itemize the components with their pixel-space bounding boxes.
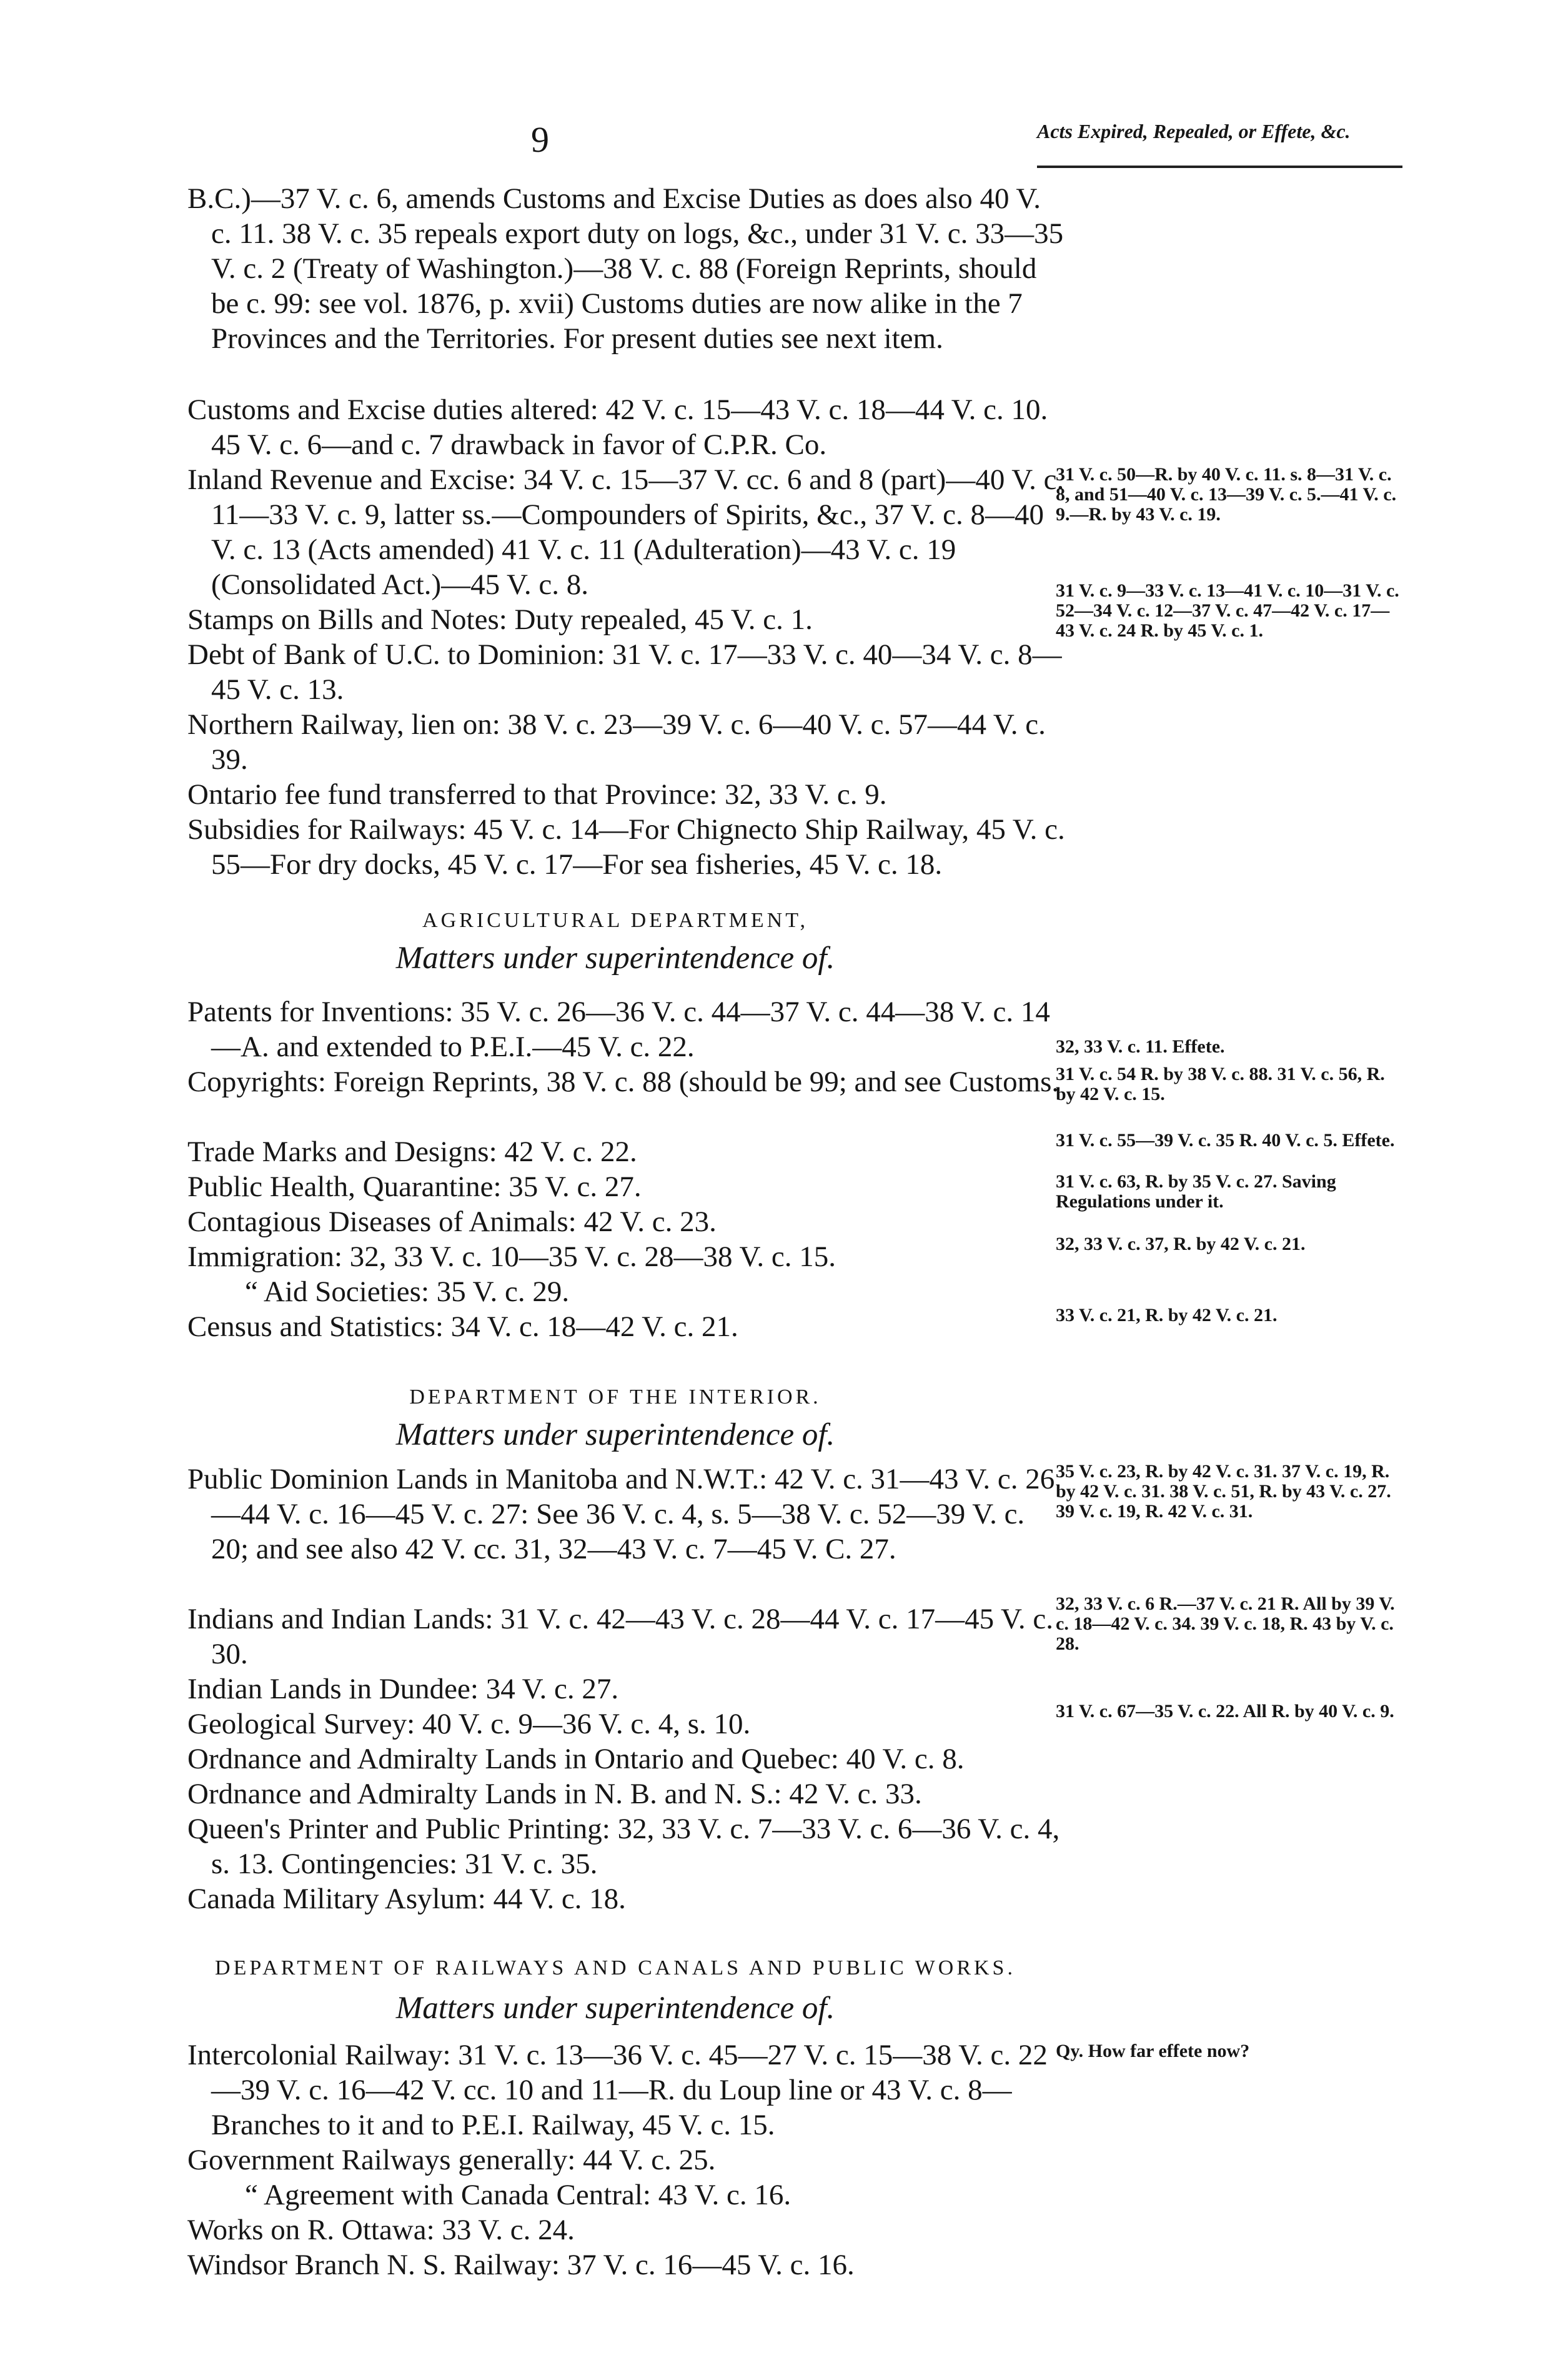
margin-note-immigration: 32, 33 V. c. 37, R. by 42 V. c. 21. [1056, 1234, 1306, 1254]
entry-northern-railway: Northern Railway, lien on: 38 V. c. 23—39 V. c. 6—40 V. c. 57—44 V. c. 39. [187, 708, 1046, 776]
entry-intercolonial-railway: Intercolonial Railway: 31 V. c. 13—36 V. c. 45—27 V. c. 15—38 V. c. 22—39 V. c. 16—42 V. cc. 10 and 11—R. du Loup line or 43 V. c. 8—Branches to it and to P.E.I. Railway, 45 V. c. 15. [187, 2039, 1048, 2141]
entry-contagious-diseases: Contagious Diseases of Animals: 42 V. c. 23. [187, 1206, 717, 1238]
entry-subsidies-railways: Subsidies for Railways: 45 V. c. 14—For Chignecto Ship Railway, 45 V. c. 55—For dry docks, 45 V. c. 17—For sea fisheries, 45 V. c. 18. [187, 813, 1065, 881]
running-head-rule [1037, 166, 1402, 168]
margin-note-geological-survey: 31 V. c. 67—35 V. c. 22. All R. by 40 V. c. 9. [1056, 1701, 1394, 1721]
entry-patents: Patents for Inventions: 35 V. c. 26—36 V. c. 44—37 V. c. 44—38 V. c. 14—A. and extended to P.E.I.—45 V. c. 22. [187, 996, 1050, 1063]
margin-note-public-health: 31 V. c. 63, R. by 35 V. c. 27. Saving Regulations under it. [1056, 1171, 1336, 1212]
margin-note-intercolonial: Qy. How far effete now? [1056, 2041, 1250, 2061]
entry-customs-continued: B.C.)—37 V. c. 6, amends Customs and Excise Duties as does also 40 V. c. 11. 38 V. c. 35 repeals export duty on logs, &c., under 31 V. c. 33—35 V. c. 2 (Treaty of Washington.)—38 V. c. 88 (Foreign Reprints, should be c. 99: see vol. 1876, p. xvii) Customs duties are now alike in the 7 Provinces and the Territories. For present duties see next item. [187, 182, 1064, 355]
section-heading-interior: DEPARTMENT OF THE INTERIOR. [409, 1385, 821, 1409]
entry-census: Census and Statistics: 34 V. c. 18—42 V. c. 21. [187, 1310, 738, 1343]
entry-debt-bank: Debt of Bank of U.C. to Dominion: 31 V. c. 17—33 V. c. 40—34 V. c. 8—45 V. c. 13. [187, 638, 1062, 706]
entry-queens-printer: Queen's Printer and Public Printing: 32, 33 V. c. 7—33 V. c. 6—36 V. c. 4, s. 13. Contingencies: 31 V. c. 35. [187, 1813, 1060, 1880]
entry-immigration: Immigration: 32, 33 V. c. 10—35 V. c. 28—38 V. c. 15. [187, 1241, 836, 1273]
margin-note-trade-marks: 31 V. c. 55—39 V. c. 35 R. 40 V. c. 5. Effete. [1056, 1130, 1395, 1151]
margin-note-copyrights: 31 V. c. 54 R. by 38 V. c. 88. 31 V. c. 56, R. by 42 V. c. 15. [1056, 1064, 1385, 1104]
entry-military-asylum: Canada Military Asylum: 44 V. c. 18. [187, 1883, 626, 1915]
entry-works-ottawa: Works on R. Ottawa: 33 V. c. 24. [187, 2214, 575, 2246]
entry-copyrights: Copyrights: Foreign Reprints, 38 V. c. 88 (should be 99; and see Customs. [187, 1066, 1059, 1098]
entry-ordnance-nb-ns: Ordnance and Admiralty Lands in N. B. and N. S.: 42 V. c. 33. [187, 1778, 922, 1810]
subheading-interior: Matters under superintendence of. [395, 1417, 835, 1452]
entry-customs-excise-altered: Customs and Excise duties altered: 42 V. c. 15—43 V. c. 18—44 V. c. 10. 45 V. c. 6—and c. 7 drawback in favor of C.P.R. Co. [187, 394, 1048, 461]
page-number: 9 [531, 119, 549, 160]
margin-note-stamps-debt: 31 V. c. 9—33 V. c. 13—41 V. c. 10—31 V. c. 52—34 V. c. 12—37 V. c. 47—42 V. c. 17—43 V. c. 24 R. by 45 V. c. 1. [1056, 580, 1399, 641]
entry-government-railways: Government Railways generally: 44 V. c. 25. [187, 2144, 716, 2176]
entry-stamps: Stamps on Bills and Notes: Duty repealed, 45 V. c. 1. [187, 603, 813, 636]
entry-indian-lands-dundee: Indian Lands in Dundee: 34 V. c. 27. [187, 1673, 619, 1705]
entry-windsor-branch: Windsor Branch N. S. Railway: 37 V. c. 16—45 V. c. 16. [187, 2249, 855, 2281]
section-heading-railways: DEPARTMENT OF RAILWAYS AND CANALS AND PUBLIC WORKS. [215, 1956, 1016, 1979]
margin-note-inland-revenue: 31 V. c. 50—R. by 40 V. c. 11. s. 8—31 V. c. 8, and 51—40 V. c. 13—39 V. c. 5.—41 V. c. 9.—R. by 43 V. c. 19. [1056, 464, 1397, 525]
entry-inland-revenue: Inland Revenue and Excise: 34 V. c. 15—37 V. cc. 6 and 8 (part)—40 V. c. 11—33 V. c. 9, latter ss.—Compounders of Spirits, &c., 37 V. c. 8—40 V. c. 13 (Acts amended) 41 V. c. 11 (Adulteration)—43 V. c. 19 (Consolidated Act.)—45 V. c. 8. [187, 463, 1064, 601]
running-head: Acts Expired, Repealed, or Effete, &c. [1037, 120, 1351, 142]
entry-aid-societies: “ Aid Societies: 35 V. c. 29. [245, 1276, 570, 1308]
section-heading-agricultural: AGRICULTURAL DEPARTMENT, [422, 909, 808, 932]
entry-ordnance-ontario-quebec: Ordnance and Admiralty Lands in Ontario and Quebec: 40 V. c. 8. [187, 1743, 965, 1775]
entry-ontario-fee-fund: Ontario fee fund transferred to that Province: 32, 33 V. c. 9. [187, 778, 887, 811]
margin-note-indian-lands: 32, 33 V. c. 6 R.—37 V. c. 21 R. All by 39 V. c. 18—42 V. c. 34. 39 V. c. 18, R. 43 by V. c. 28. [1056, 1593, 1395, 1654]
entry-geological-survey: Geological Survey: 40 V. c. 9—36 V. c. 4, s. 10. [187, 1708, 751, 1740]
margin-note-patents: 32, 33 V. c. 11. Effete. [1056, 1036, 1225, 1057]
entry-public-health: Public Health, Quarantine: 35 V. c. 27. [187, 1171, 642, 1203]
margin-note-census: 33 V. c. 21, R. by 42 V. c. 21. [1056, 1305, 1278, 1325]
entry-dominion-lands: Public Dominion Lands in Manitoba and N.W.T.: 42 V. c. 31—43 V. c. 26—44 V. c. 16—45 V. c. 27: See 36 V. c. 4, s. 5—38 V. c. 52—39 V. c. 20; and see also 42 V. cc. 31, 32—43 V. c. 7—45 V. C. 27. [187, 1463, 1055, 1565]
entry-indian-lands: Indians and Indian Lands: 31 V. c. 42—43 V. c. 28—44 V. c. 17—45 V. c. 30. [187, 1603, 1054, 1670]
margin-note-dominion-lands: 35 V. c. 23, R. by 42 V. c. 31. 37 V. c. 19, R. by 42 V. c. 31. 38 V. c. 51, R. by 43 V. c. 27. 39 V. c. 19, R. 42 V. c. 31. [1056, 1461, 1391, 1522]
subheading-agricultural: Matters under superintendence of. [395, 941, 835, 976]
entry-canada-central: “ Agreement with Canada Central: 43 V. c. 16. [245, 2179, 791, 2211]
entry-trade-marks: Trade Marks and Designs: 42 V. c. 22. [187, 1136, 637, 1168]
subheading-railways: Matters under superintendence of. [395, 1991, 835, 2026]
